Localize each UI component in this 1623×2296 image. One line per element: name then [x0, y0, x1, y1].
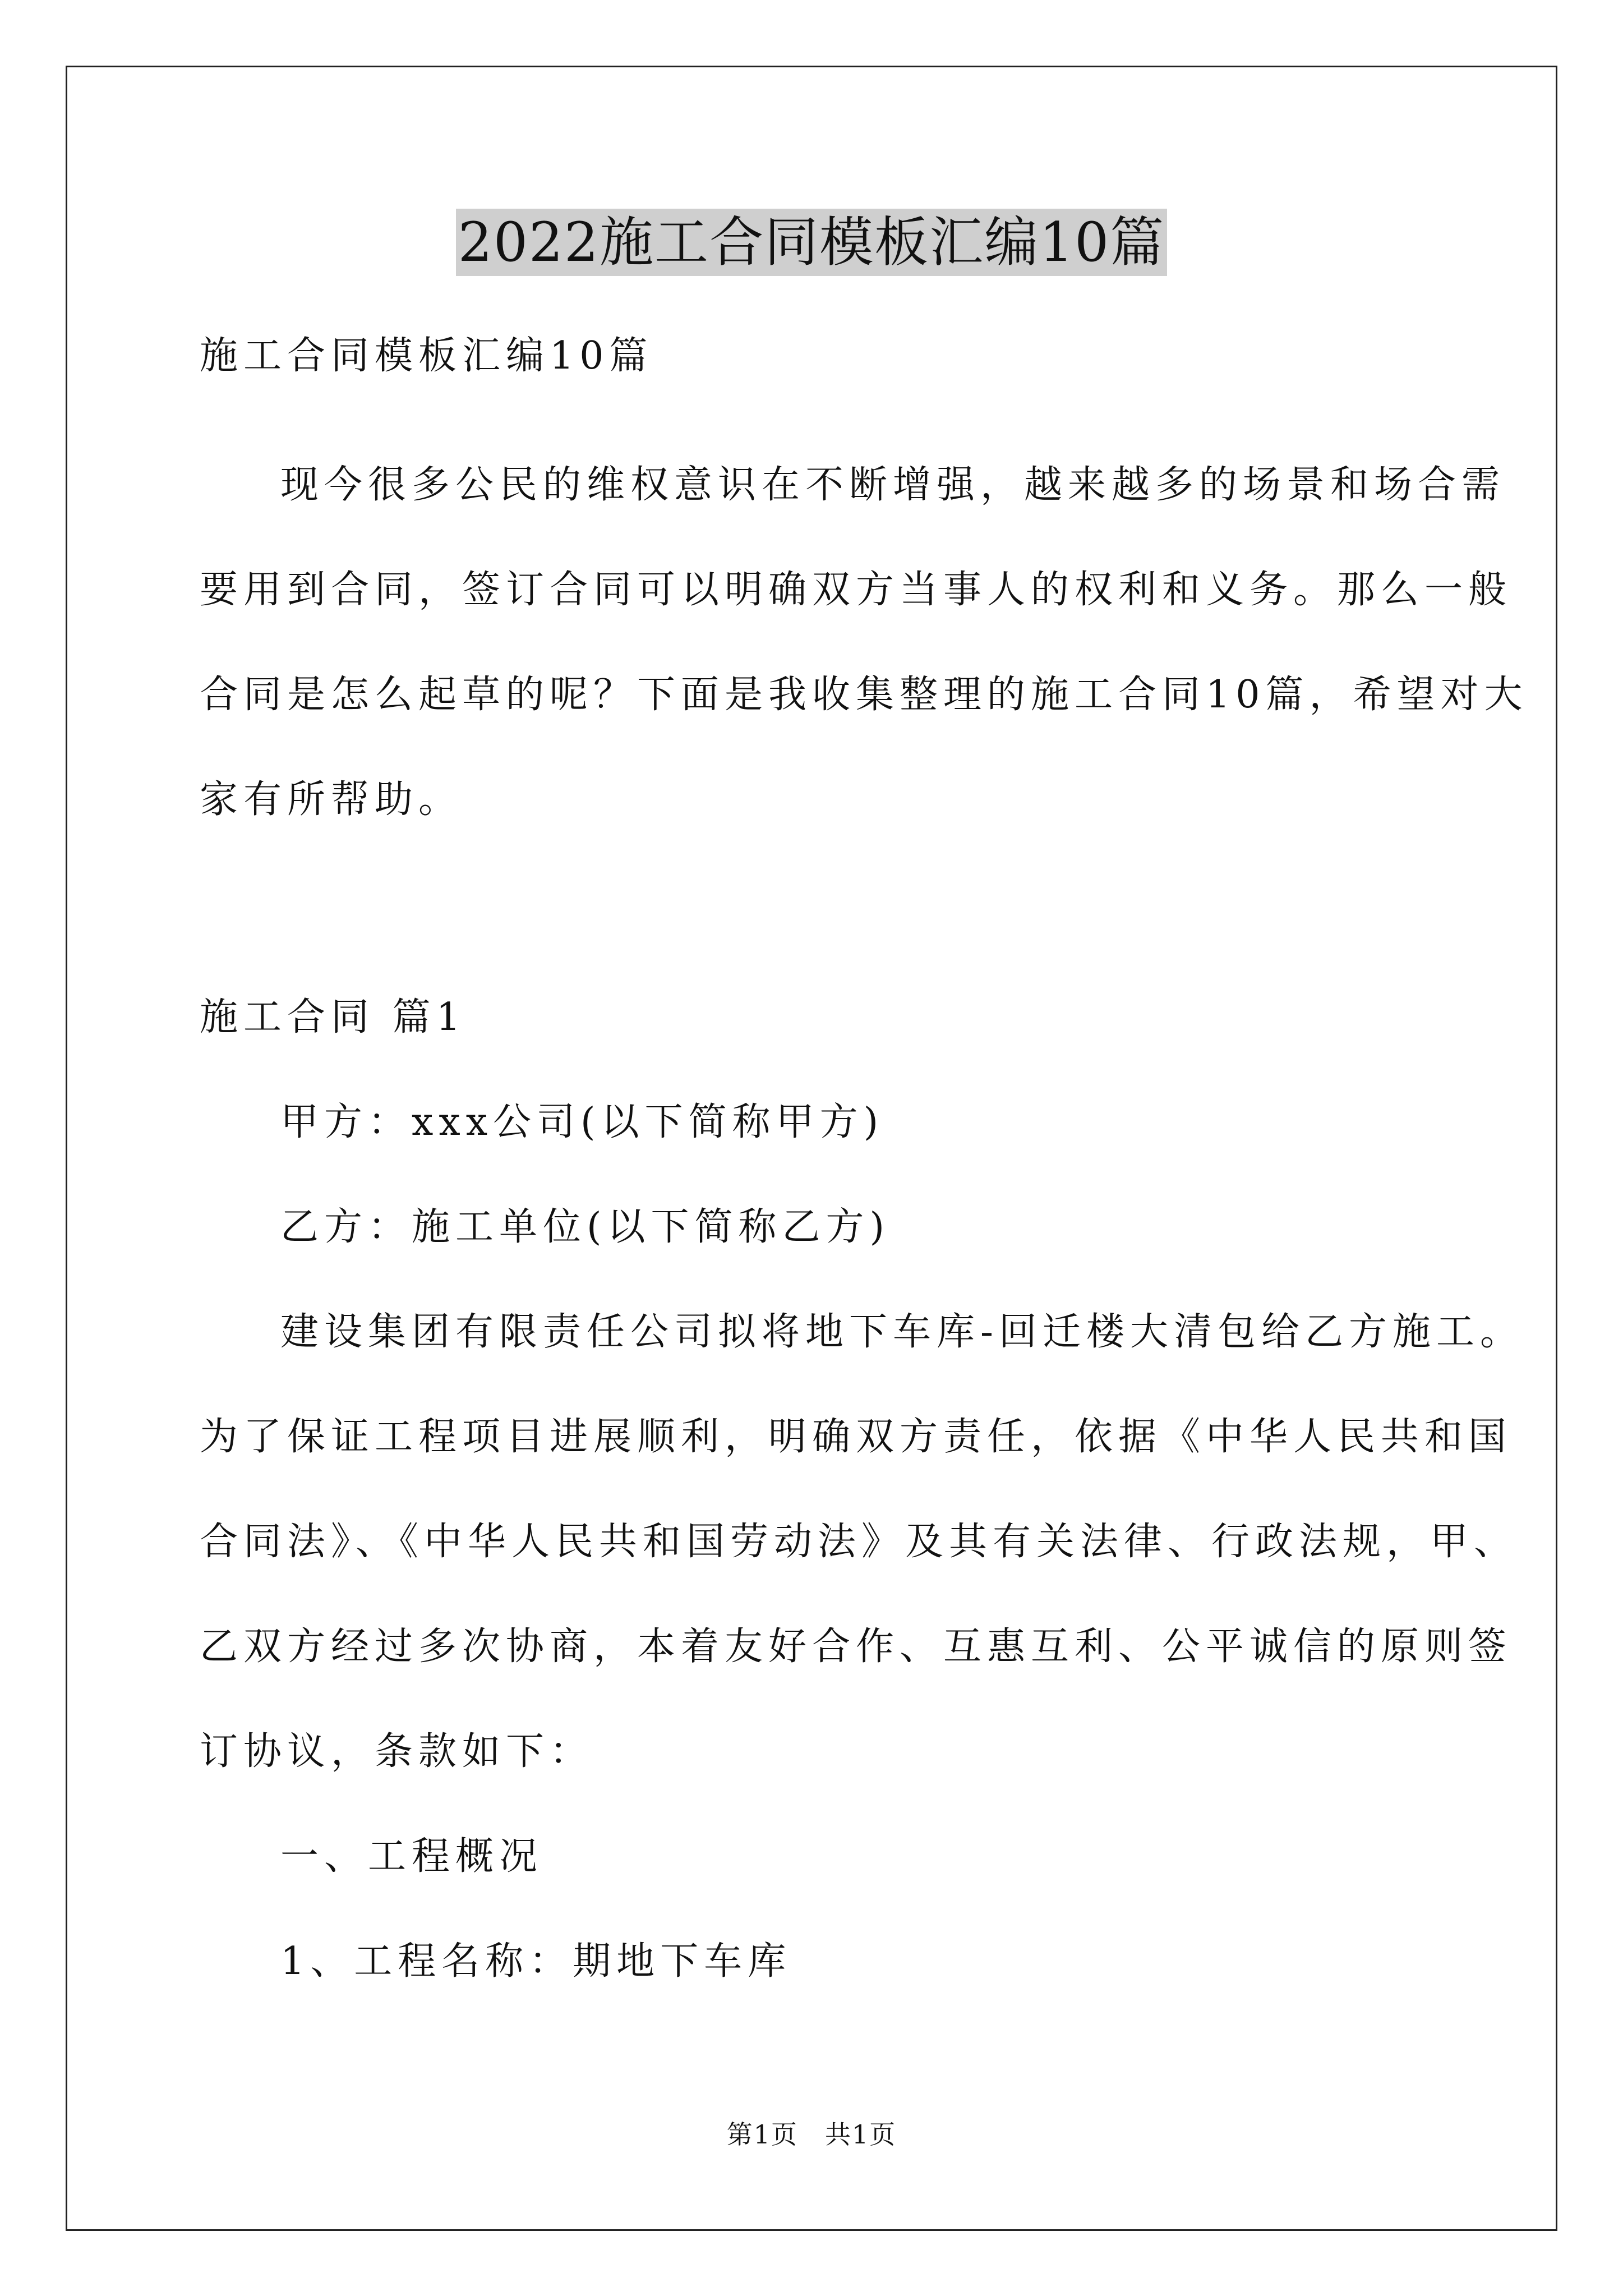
- intro-line-4: 家有所帮助。: [200, 777, 463, 822]
- intro-line-2: 要用到合同，签订合同可以明确双方当事人的权利和义务。那么一般: [200, 568, 1513, 612]
- party-a: 甲方：xxx公司(以下简称甲方): [280, 1100, 884, 1144]
- clause-heading: 一、工程概况: [280, 1834, 543, 1879]
- document-subtitle: 施工合同模板汇编10篇: [200, 334, 653, 378]
- intro-line-1: 现今很多公民的维权意识在不断增强，越来越多的场景和场合需: [280, 463, 1506, 507]
- party-b: 乙方：施工单位(以下简称乙方): [280, 1205, 891, 1249]
- contract-line-3: 合同法》、《中华人民共和国劳动法》及其有关法律、行政法规，甲、: [200, 1520, 1518, 1564]
- clause-item-1: 1、工程名称：期地下车库: [280, 1939, 792, 1984]
- intro-line-3: 合同是怎么起草的呢？下面是我收集整理的施工合同10篇，希望对大: [200, 673, 1528, 717]
- contract-line-5: 订协议，条款如下：: [200, 1729, 594, 1774]
- document-title: [0, 203, 1623, 282]
- contract-line-1: 建设集团有限责任公司拟将地下车库-回迁楼大清包给乙方施工。: [280, 1310, 1524, 1354]
- contract-line-2: 为了保证工程项目进展顺利，明确双方责任，依据《中华人民共和国: [200, 1415, 1513, 1459]
- section-heading: 施工合同 篇1: [200, 995, 466, 1039]
- page-footer: 第1页 共1页: [726, 2119, 897, 2150]
- document-title-text: 2022施工合同模板汇编10篇: [456, 209, 1167, 276]
- contract-line-4: 乙双方经过多次协商，本着友好合作、互惠互利、公平诚信的原则签: [200, 1625, 1513, 1669]
